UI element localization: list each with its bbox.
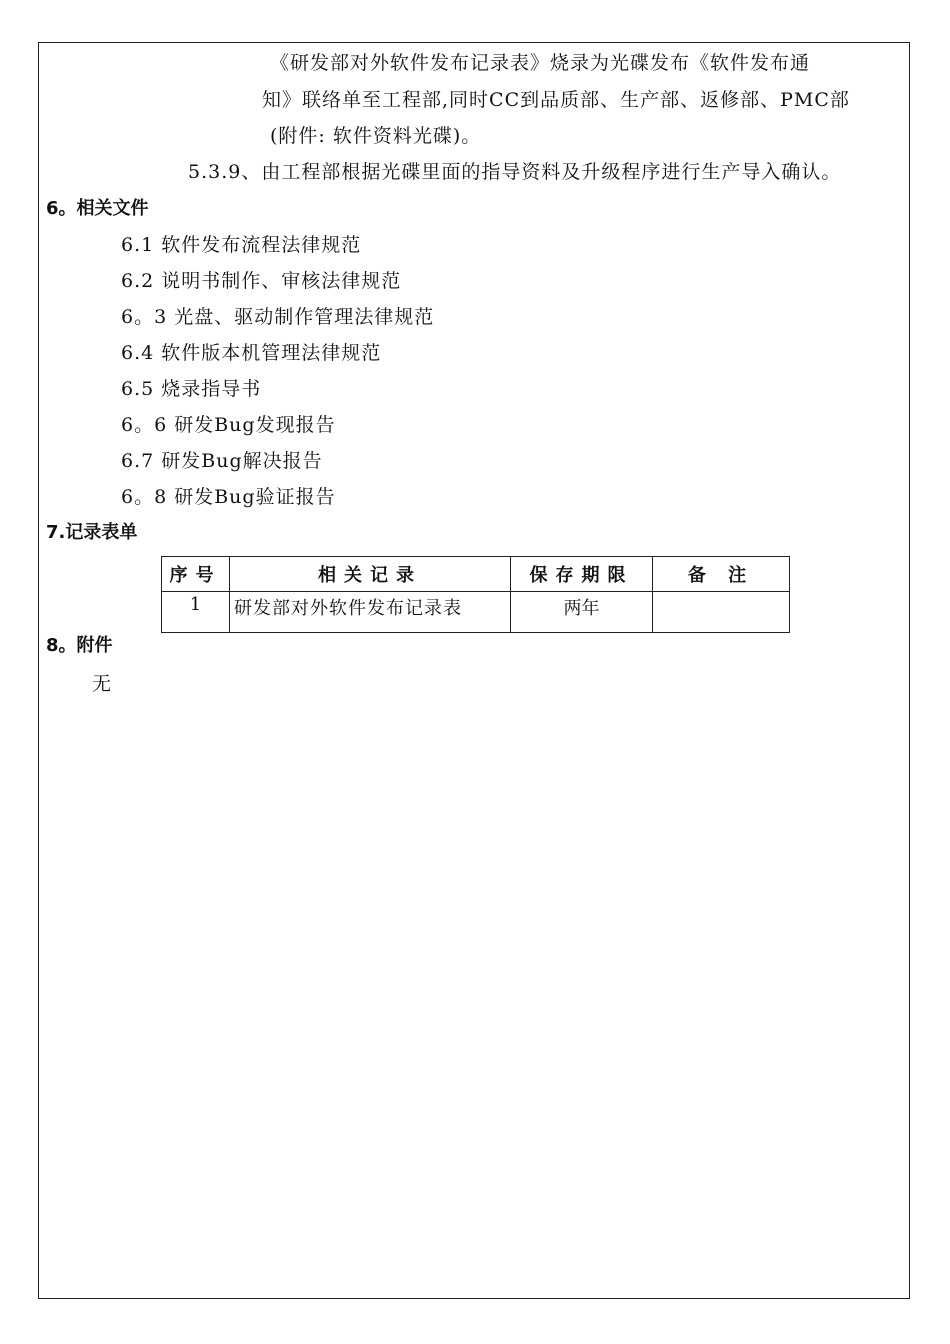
- reference-item: 6。6 研发Bug发现报告: [121, 414, 336, 436]
- body-line-2: 知》联络单至工程部,同时CC到品质部、生产部、返修部、PMC部: [262, 89, 850, 111]
- records-table: [161, 556, 790, 633]
- cell-record: 研发部对外软件发布记录表: [230, 592, 511, 633]
- reference-item: 6.7 研发Bug解决报告: [121, 450, 323, 472]
- reference-item: 6.5 烧录指导书: [121, 378, 262, 400]
- body-line-1: 《研发部对外软件发布记录表》烧录为光碟发布《软件发布通: [270, 52, 811, 74]
- body-line-4: 5.3.9、由工程部根据光碟里面的指导资料及升级程序进行生产导入确认。: [188, 161, 842, 183]
- page-frame: [38, 42, 910, 1299]
- header-record: 相关记录: [230, 557, 511, 592]
- table-header-row: [162, 557, 790, 592]
- header-remarks: 备 注: [653, 557, 790, 592]
- reference-item: 6.4 软件版本机管理法律规范: [121, 342, 382, 364]
- header-retention: 保存期限: [511, 557, 653, 592]
- cell-remarks: [653, 592, 790, 633]
- section-6-title: 6。相关文件: [46, 198, 149, 219]
- reference-item: 6。3 光盘、驱动制作管理法律规范: [121, 306, 435, 328]
- table-row: [162, 592, 790, 633]
- cell-seq: 1: [162, 592, 230, 633]
- attachment-content: 无: [92, 673, 112, 695]
- section-7-title: 7.记录表单: [46, 522, 138, 543]
- header-seq: 序号: [162, 557, 230, 592]
- reference-item: 6.2 说明书制作、审核法律规范: [121, 270, 402, 292]
- cell-retention: 两年: [511, 592, 653, 633]
- section-8-title: 8。附件: [46, 635, 113, 656]
- reference-item: 6.1 软件发布流程法律规范: [121, 234, 362, 256]
- body-line-3: (附件: 软件资料光碟)。: [270, 125, 482, 147]
- reference-item: 6。8 研发Bug验证报告: [121, 486, 336, 508]
